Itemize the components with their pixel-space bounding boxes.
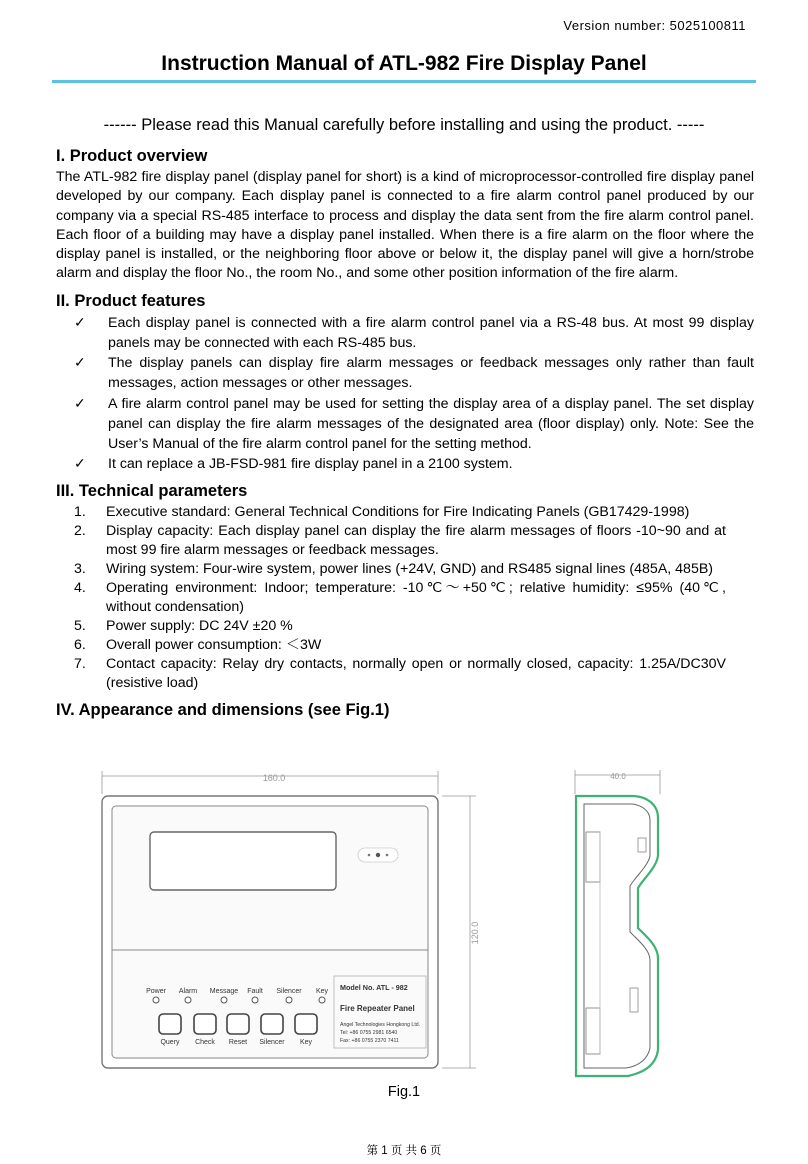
figure-1 — [98, 768, 688, 1078]
lcd-window — [150, 832, 336, 890]
feature-item — [56, 353, 754, 393]
feature-text: It can replace a JB-FSD-981 fire display panel in a 2100 system. — [108, 456, 513, 473]
item-text: Display capacity: Each display panel can display the fire alarm messages of floors -10~90 and at most 99 fire alarm messages or feedback messages. — [106, 523, 726, 559]
model-name: Fire Repeater Panel — [340, 1004, 415, 1013]
silencer-button[interactable] — [261, 1014, 283, 1034]
item-number: 4. — [74, 580, 86, 597]
checkmark-icon: ✓ — [74, 456, 86, 473]
technical-item — [56, 636, 726, 655]
document-title: Instruction Manual of ATL-982 Fire Display Panel — [161, 52, 647, 75]
item-number: 6. — [74, 637, 86, 654]
power-led — [153, 997, 159, 1003]
feature-item — [56, 454, 754, 474]
technical-item — [56, 617, 726, 636]
feature-text: Each display panel is connected with a fire alarm control panel via a RS-48 bus. At most 99 display panels may be connected with each RS-485 bus. — [108, 314, 754, 351]
indicator-label: Key — [315, 988, 329, 995]
features-heading: II. Product features — [56, 291, 206, 310]
company-fax: Fax: +86 0755 2370 7411 — [340, 1038, 399, 1044]
technical-heading: III. Technical parameters — [56, 482, 248, 501]
checkmark-icon: ✓ — [74, 395, 86, 412]
item-text: Executive standard: General Technical Conditions for Fire Indicating Panels (GB17429-1998) — [106, 504, 690, 521]
document-body — [56, 147, 754, 728]
indicator-label: Message — [209, 988, 239, 995]
width-dimension-label: 160.0 — [262, 773, 286, 783]
front-view — [102, 771, 480, 1068]
section-features — [56, 292, 754, 475]
item-text: Overall power consumption: ＜3W — [106, 637, 322, 654]
key-button[interactable] — [295, 1014, 317, 1034]
silencer-led — [286, 997, 292, 1003]
alarm-led — [185, 997, 191, 1003]
appearance-heading: IV. Appearance and dimensions (see Fig.1) — [56, 701, 390, 720]
sensor-dot — [368, 854, 371, 857]
item-number: 2. — [74, 523, 86, 540]
checkmark-icon: ✓ — [74, 314, 86, 331]
section-technical — [56, 482, 754, 693]
feature-text: A fire alarm control panel may be used for setting the display area of a display panel. The set display panel can display the fire alarm messages of the designated area (floor display) only. Note: See the User’s Manual of the fire alarm control panel for the setting method. — [108, 395, 754, 452]
technical-list — [56, 503, 726, 693]
section-overview — [56, 147, 754, 284]
checkmark-icon: ✓ — [74, 355, 86, 372]
figure-caption: Fig.1 — [387, 1084, 421, 1100]
item-text: Wiring system: Four-wire system, power lines (+24V, GND) and RS485 signal lines (485A, 485B) — [106, 561, 714, 578]
button-label: Check — [195, 1039, 215, 1046]
company-tel: Tel: +86 0755 2981 6540 — [340, 1030, 398, 1036]
technical-item — [56, 579, 726, 617]
technical-item — [56, 522, 726, 560]
indicator-label: Silencer — [276, 988, 302, 995]
key-led — [319, 997, 325, 1003]
message-led — [221, 997, 227, 1003]
check-button[interactable] — [194, 1014, 216, 1034]
overview-heading: I. Product overview — [56, 147, 208, 165]
version-number: Version number: 5025100811 — [563, 18, 746, 33]
page-footer: 第 1 页 共 6 页 — [366, 1145, 442, 1157]
feature-item — [56, 313, 754, 353]
read-notice: ------ Please read this Manual carefully before installing and using the product. ----- — [103, 116, 705, 134]
item-number: 3. — [74, 561, 86, 578]
sensor-icon — [376, 853, 380, 857]
title-underline — [52, 80, 756, 83]
technical-item — [56, 560, 726, 579]
item-text: Power supply: DC 24V ±20 % — [106, 618, 293, 635]
device-drawing — [98, 768, 688, 1078]
model-number: Model No. ATL - 982 — [340, 983, 408, 992]
item-text: Operating environment: Indoor; temperature: -10℃～+50℃; relative humidity: ≤95% (40℃, without condensation) — [106, 580, 726, 616]
height-dimension-label: 120.0 — [470, 921, 480, 945]
feature-text: The display panels can display fire alarm messages or feedback messages only rather than fault messages, action messages or other messages. — [108, 355, 754, 392]
button-label: Key — [299, 1039, 313, 1046]
overview-text: The ATL-982 fire display panel (display panel for short) is a kind of microprocessor-controlled fire display panel developed by our company. Each display panel is connected to a fire alarm control panel produced by our company via a special RS-485 interface to process and display the data sent from the fire alarm control panel. Each floor of a building may have a display panel installed. When there is a fire alarm on the floor where the display panel is installed, or the neighboring floor above or below it, the display panel will give a horn/strobe alarm and display the floor No., the room No., and some other position information of the fire alarm. — [56, 169, 754, 282]
side-view — [575, 770, 660, 1076]
technical-item — [56, 503, 726, 522]
fault-led — [252, 997, 258, 1003]
features-list — [56, 313, 754, 475]
item-number: 1. — [74, 504, 86, 521]
section-appearance — [56, 701, 754, 720]
reset-button[interactable] — [227, 1014, 249, 1034]
sensor-dot — [386, 854, 389, 857]
item-number: 7. — [74, 656, 86, 673]
technical-item — [56, 655, 726, 693]
depth-dimension-label: 40.0 — [610, 772, 626, 781]
item-number: 5. — [74, 618, 86, 635]
indicator-label: Power — [146, 988, 166, 995]
indicator-label: Alarm — [178, 988, 198, 995]
item-text: Contact capacity: Relay dry contacts, normally open or normally closed, capacity: 1.25A/DC30V (resistive load) — [106, 656, 726, 692]
query-button[interactable] — [159, 1014, 181, 1034]
indicator-label: Fault — [247, 988, 263, 995]
button-label: Reset — [228, 1039, 248, 1046]
button-label: Silencer — [259, 1039, 285, 1046]
feature-item — [56, 394, 754, 455]
button-label: Query — [160, 1039, 180, 1046]
company-name: Angel Technologies Hongkong Ltd. — [340, 1022, 421, 1028]
